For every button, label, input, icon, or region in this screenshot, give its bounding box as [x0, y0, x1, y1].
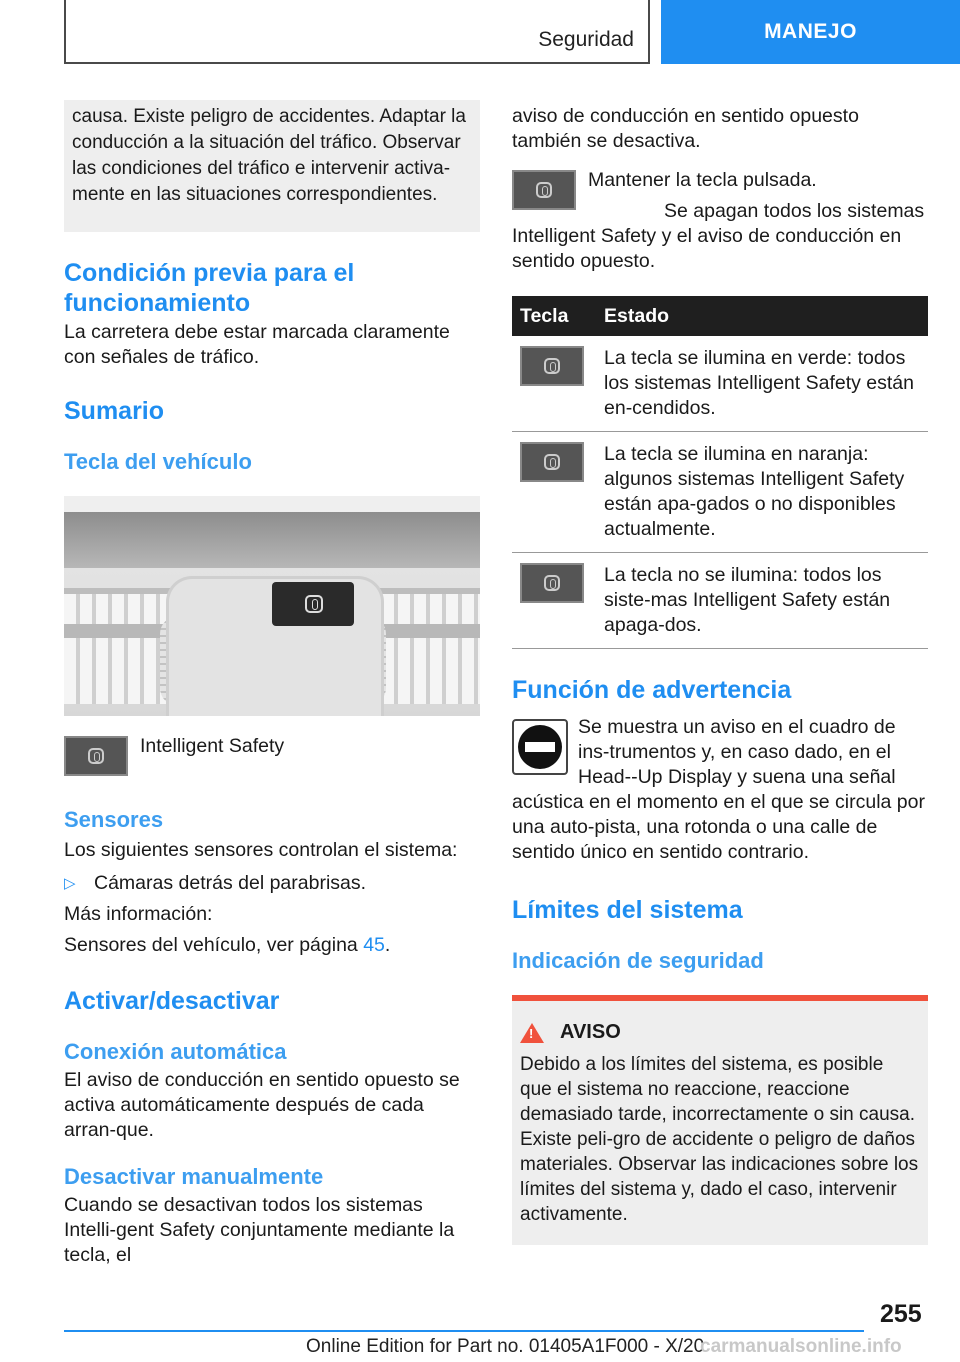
desactivar-text: Cuando se desactivan todos los sistemas Intelli‐gent Safety conjuntamente mediante la tecla, el [64, 1194, 455, 1266]
funcion-block [512, 715, 928, 865]
intelligent-safety-key-icon [64, 736, 128, 776]
intelligent-safety-key-icon [520, 346, 584, 386]
table-cell-state: La tecla se ilumina en verde: todos los sistemas Intelligent Safety están en‐cendidos. [596, 336, 928, 432]
right-column [512, 104, 928, 1245]
table-header-state: Estado [596, 296, 928, 336]
reference-line [64, 933, 480, 958]
header-tab-manejo[interactable] [661, 0, 960, 64]
heading-desactivar: Desactivar manualmente [64, 1164, 324, 1189]
funcion-text: Se muestra un aviso en el cuadro de ins‐trumentos y, en caso dado, en el Head‐-Up Display y suena una señal acústica en el momento en el que se circula por una auto‐pista, una rotonda o una calle de sentido único en sentido contrario. [512, 716, 925, 863]
conexion-text: El aviso de conducción en sentido opuesto se activa automáticamente después de cada arran‐que. [64, 1069, 460, 1141]
footer-watermark: carmanualsonline.info [700, 1336, 902, 1357]
table-row [512, 553, 928, 649]
page-number: 255 [880, 1300, 922, 1328]
header-section-title: Seguridad [538, 28, 634, 51]
page-link[interactable]: 45 [363, 934, 385, 956]
heading-tecla-vehiculo: Tecla del vehículo [64, 449, 252, 474]
heading-conexion: Conexión automática [64, 1039, 287, 1064]
table-row [512, 336, 928, 432]
left-column [64, 100, 480, 1268]
warning-text: Debido a los límites del sistema, es posible que el sistema no reaccione, reaccione demasiado tarde, incorrectamente o sin causa. Existe peli‐gro de accidente o peligro de daños materiales. Observar las indicaciones sobre los límites del sistema y, dado el caso, intervenir activamente. [520, 1054, 919, 1225]
footer-edition: Online Edition for Part no. 01405A1F000 - X/20 [306, 1336, 705, 1357]
bullet-text: Cámaras detrás del parabrisas. [94, 872, 367, 894]
intelligent-safety-key-icon [512, 170, 576, 210]
table-cell-state: La tecla no se ilumina: todos los siste‐mas Intelligent Safety están apaga‐dos. [596, 553, 928, 649]
warning-box [512, 995, 928, 1245]
mas-info-text: Más información: [64, 903, 213, 925]
reference-text: Sensores del vehículo, ver página [64, 934, 364, 956]
intelligent-safety-key-icon [520, 442, 584, 482]
heading-sensores: Sensores [64, 807, 164, 832]
warning-title [520, 1021, 920, 1044]
heading-sumario: Sumario [64, 397, 165, 425]
photo-caption [64, 736, 480, 776]
table-header-row [512, 296, 928, 336]
warning-title-text: AVISO [560, 1021, 621, 1043]
header-frame [64, 0, 650, 64]
list-item [64, 871, 480, 896]
no-entry-icon [512, 719, 568, 775]
heading-funcion: Función de advertencia [512, 676, 792, 704]
precondition-text: La carretera debe estar marcada claramente con señales de tráfico. [64, 321, 450, 368]
warning-triangle-icon [520, 1023, 544, 1043]
intelligent-safety-key-icon [520, 563, 584, 603]
heading-limites: Límites del sistema [512, 896, 743, 924]
intelligent-safety-button-icon [272, 582, 354, 626]
hold-description: Se apagan todos los sistemas Intelligent Safety y el aviso de conducción en sentido opuesto. [512, 200, 925, 272]
footer-divider [64, 1330, 864, 1332]
sensores-text: Los siguientes sensores controlan el sistema: [64, 839, 458, 861]
hold-instruction [512, 168, 928, 274]
intro-box-text: causa. Existe peligro de accidentes. Adaptar la conducción a la situación del tráfico. Observar las condiciones del tráfico e intervenir activa‐mente en las situaciones correspondientes. [72, 106, 466, 205]
table-row [512, 432, 928, 553]
heading-activar: Activar/desactivar [64, 987, 280, 1015]
continuation-text: aviso de conducción en sentido opuesto también se desactiva. [512, 105, 859, 152]
status-table [512, 296, 928, 649]
vehicle-button-photo [64, 496, 480, 716]
caption-text: Intelligent Safety [140, 735, 285, 757]
table-cell-state: La tecla se ilumina en naranja: algunos sistemas Intelligent Safety están apa‐gados o no disponibles actualmente. [596, 432, 928, 553]
header-tab-label: MANEJO [764, 20, 857, 43]
intro-box [64, 100, 480, 232]
triangle-bullet-icon: ▷ [64, 875, 76, 892]
heading-indicacion: Indicación de seguridad [512, 948, 764, 973]
hold-text: Mantener la tecla pulsada. [588, 169, 817, 191]
heading-precondition: Condición previa para el funcionamiento [64, 259, 355, 317]
table-header-key: Tecla [512, 296, 596, 336]
reference-end: . [384, 934, 391, 956]
